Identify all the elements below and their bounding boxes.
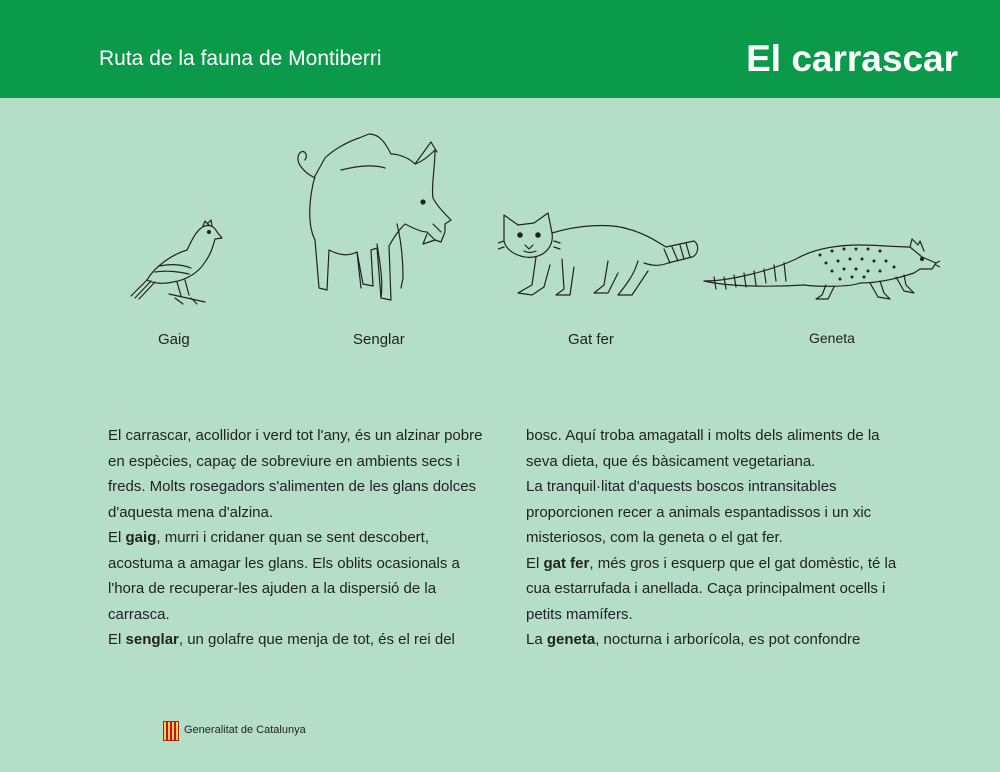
text-paragraph — [526, 627, 911, 653]
animal-name: geneta — [546, 631, 596, 648]
boar-icon — [285, 128, 460, 306]
paragraph-body: , murri i cridaner quan se sent descobert, acostuma a amagar les glans. Els oblits ocasionals a l'hora de recuperar-les ajuden a la dispersió de la carrasca. — [108, 529, 460, 623]
text-paragraph — [526, 551, 911, 628]
page-title: El carrascar — [746, 38, 958, 79]
generalitat-logo-text: Generalitat de Catalunya — [184, 724, 306, 736]
text-paragraph — [108, 525, 493, 627]
text-paragraph: bosc. Aquí troba amagatall i molts dels aliments de la seva dieta, que és bàsicament vegetariana. — [526, 427, 880, 470]
paragraph-lead: El — [108, 529, 126, 546]
text-paragraph — [108, 627, 493, 653]
jay-icon — [125, 218, 225, 308]
text-paragraph: El carrascar, acollidor i verd tot l'any, és un alzinar pobre en espècies, capaç de sobreviure en ambients secs i freds. Molts rosegadors s'alimenten de les glans dolces d'aquesta mena d'alzina. — [108, 427, 483, 521]
genet-icon — [700, 237, 940, 305]
route-subtitle: Ruta de la fauna de Montiberri — [99, 47, 382, 70]
genet-label: Geneta — [809, 330, 855, 346]
animal-name: gat fer — [543, 554, 590, 572]
header-bar — [0, 0, 1000, 98]
paragraph-body: , un golafre que menja de tot, és el rei del — [178, 631, 455, 648]
wildcat-label: Gat fer — [568, 331, 614, 348]
text-paragraph: La tranquil·litat d'aquests boscos intransitables proporcionen recer a animals espantadissos i un xic misteriosos, com la geneta o el gat fer. — [526, 478, 872, 546]
wildcat-icon — [498, 205, 703, 303]
paragraph-lead: El — [526, 554, 544, 572]
paragraph-lead: El — [108, 631, 126, 648]
paragraph-lead: La — [526, 631, 547, 648]
animal-name: senglar — [125, 631, 179, 648]
text-column-left — [108, 423, 493, 653]
jay-label: Gaig — [158, 331, 190, 348]
paragraph-body: , nocturna i arborícola, es pot confondre — [595, 631, 861, 648]
animal-name: gaig — [125, 529, 157, 546]
text-column-right — [526, 423, 911, 653]
generalitat-logo-icon — [163, 721, 179, 741]
paragraph-body: , més gros i esquerp que el gat domèstic, té la cua estarrufada i anellada. Caça principalment ocells i petits mamífers. — [526, 554, 897, 623]
boar-label: Senglar — [353, 331, 405, 348]
